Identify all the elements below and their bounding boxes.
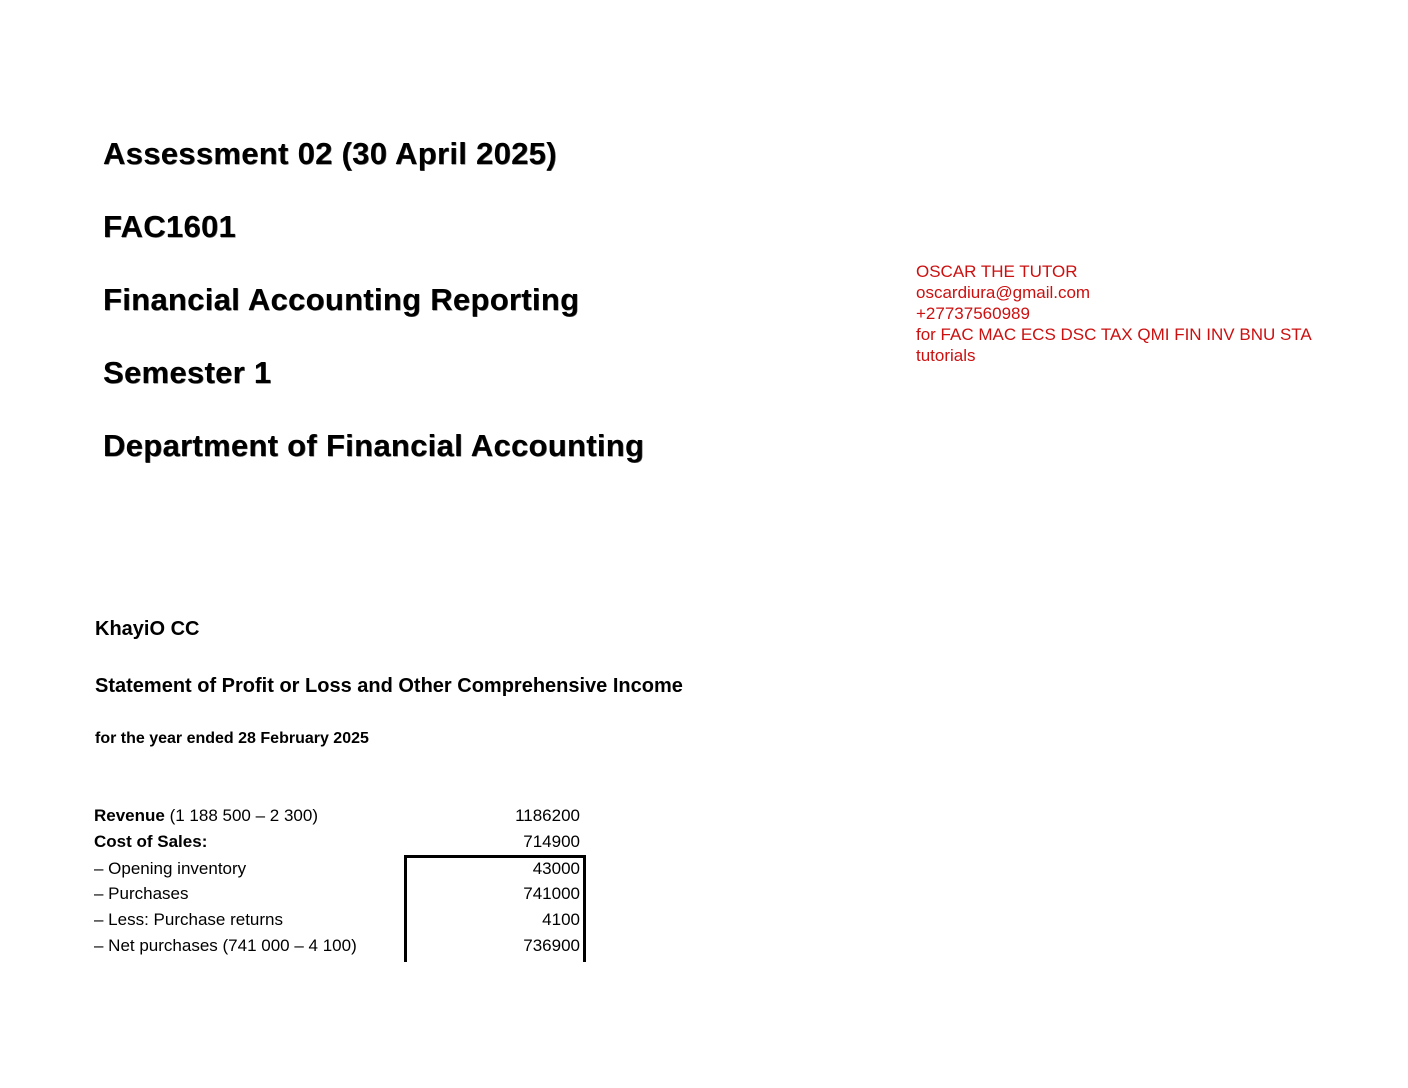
assessment-title: Assessment 02 (30 April 2025): [103, 136, 557, 171]
row-value: 4100: [542, 910, 580, 929]
tutor-subjects: for FAC MAC ECS DSC TAX QMI FIN INV BNU STA: [916, 325, 1312, 344]
row-value: 1186200: [515, 806, 580, 825]
statement-row-net-purchases: [94, 936, 580, 962]
row-label: – Purchases: [94, 884, 189, 903]
statement-title: Statement of Profit or Loss and Other Comprehensive Income: [95, 675, 683, 697]
statement-row-opening-inventory: [94, 859, 580, 885]
statement-row-cost-of-sales: [94, 832, 580, 858]
tutor-phone: +27737560989: [916, 304, 1030, 323]
semester: Semester 1: [103, 355, 272, 390]
row-label: Revenue (1 188 500 – 2 300): [94, 806, 318, 825]
statement-row-purchases: [94, 884, 580, 910]
row-label: – Net purchases (741 000 – 4 100): [94, 936, 357, 955]
row-value: 714900: [523, 832, 580, 851]
row-label: – Less: Purchase returns: [94, 910, 283, 929]
row-label: – Opening inventory: [94, 859, 247, 878]
statement-period: for the year ended 28 February 2025: [95, 730, 369, 747]
company-name: KhayiO CC: [95, 618, 200, 640]
row-value: 736900: [523, 936, 580, 955]
row-value: 43000: [532, 859, 580, 878]
statement-row-purchase-returns: [94, 910, 580, 936]
module-name: Financial Accounting Reporting: [103, 282, 580, 317]
statement-row-revenue: [94, 806, 580, 832]
department: Department of Financial Accounting: [103, 428, 645, 463]
row-label: Cost of Sales:: [94, 832, 208, 851]
row-value: 741000: [523, 884, 580, 903]
tutor-email: oscardiura@gmail.com: [916, 283, 1091, 302]
tutor-watermark: [916, 261, 1312, 366]
tutor-name: OSCAR THE TUTOR: [916, 262, 1078, 281]
module-code: FAC1601: [103, 209, 237, 244]
tutor-suffix: tutorials: [916, 346, 976, 365]
